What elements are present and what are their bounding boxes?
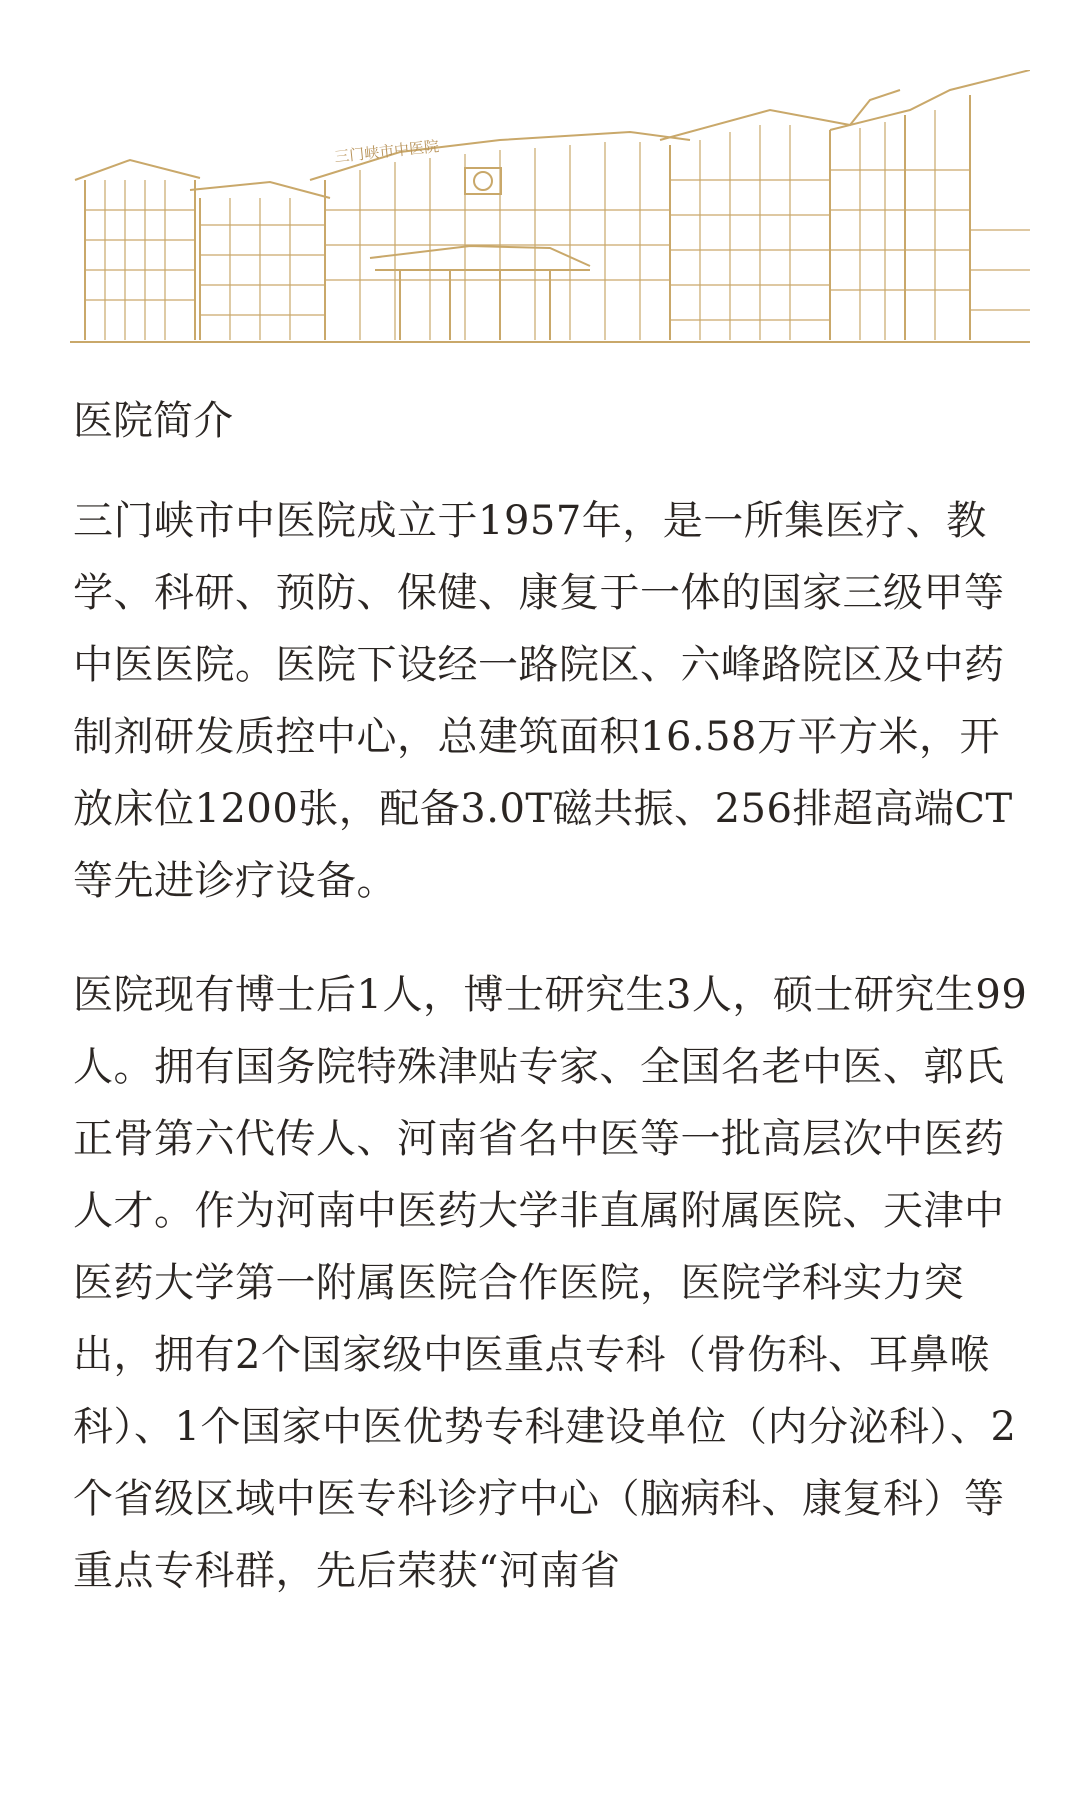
building-sign-text: 三门峡市中医院: [333, 137, 440, 166]
hospital-building-illustration: [70, 70, 1030, 345]
intro-paragraph-1: 三门峡市中医院成立于1957年，是一所集医疗、教学、科研、预防、保健、康复于一体的国家三级甲等中医医院。医院下设经一路院区、六峰路院区及中药制剂研发质控中心，总建筑面积16.58万平方米，开放床位1200张，配备3.0T磁共振、256排超高端CT等先进诊疗设备。: [73, 498, 1013, 904]
intro-paragraph-2: 医院现有博士后1人，博士研究生3人，硕士研究生99人。拥有国务院特殊津贴专家、全国名老中医、郭氏正骨第六代传人、河南省名中医等一批高层次中医药人才。作为河南中医药大学非直属附属医院、天津中医药大学第一附属医院合作医院，医院学科实力突出，拥有2个国家级中医重点专科（骨伤科、耳鼻喉科）、1个国家中医优势专科建设单位（内分泌科）、2个省级区域中医专科诊疗中心（脑病科、康复科）等重点专科群，先后荣获“河南省: [73, 972, 1028, 1594]
building-line-art: [70, 70, 1030, 345]
hospital-intro-section: [73, 395, 1033, 1649]
section-title: 医院简介: [73, 398, 233, 444]
